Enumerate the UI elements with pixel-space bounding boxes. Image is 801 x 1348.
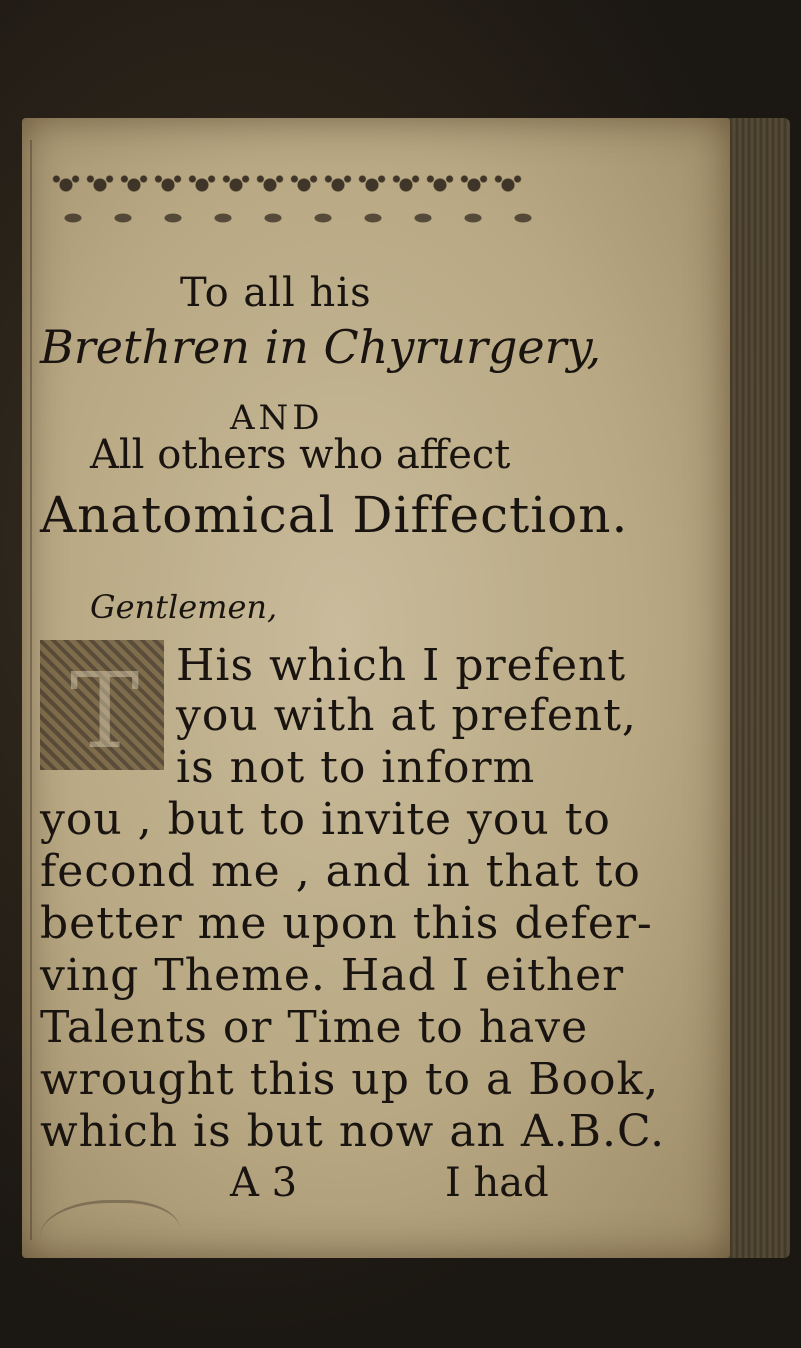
signature-mark: A 3 bbox=[230, 1160, 298, 1206]
heading-line-3: AND bbox=[230, 398, 324, 438]
headpiece-ornament-bottom bbox=[50, 206, 560, 230]
heading-line-4: All others who affect bbox=[90, 432, 511, 478]
body-line-3: is not to inform bbox=[176, 742, 536, 793]
body-line-2: you with at prefent, bbox=[176, 690, 637, 741]
heading-line-1: To all his bbox=[180, 270, 372, 316]
body-line-9: wrought this up to a Book, bbox=[40, 1054, 660, 1105]
body-line-10: which is but now an A.B.C. bbox=[40, 1106, 666, 1157]
heading-line-5: Anatomical Diffection. bbox=[40, 486, 629, 544]
body-line-8: Talents or Time to have bbox=[40, 1002, 589, 1053]
catchword: I had bbox=[445, 1160, 549, 1206]
body-line-1: His which I prefent bbox=[176, 640, 626, 691]
body-line-7: ving Theme. Had I either bbox=[40, 950, 625, 1001]
body-line-4: you , but to invite you to bbox=[40, 794, 611, 845]
handwritten-scrawl bbox=[40, 1200, 180, 1273]
drop-cap-letter: T bbox=[70, 650, 140, 772]
heading-line-2: Brethren in Chyrurgery, bbox=[40, 320, 602, 374]
gutter-shadow bbox=[30, 140, 32, 1240]
body-line-6: better me upon this defer- bbox=[40, 898, 653, 949]
salutation: Gentlemen, bbox=[90, 588, 278, 626]
decorated-drop-cap bbox=[40, 640, 164, 770]
body-line-5: fecond me , and in that to bbox=[40, 846, 641, 897]
